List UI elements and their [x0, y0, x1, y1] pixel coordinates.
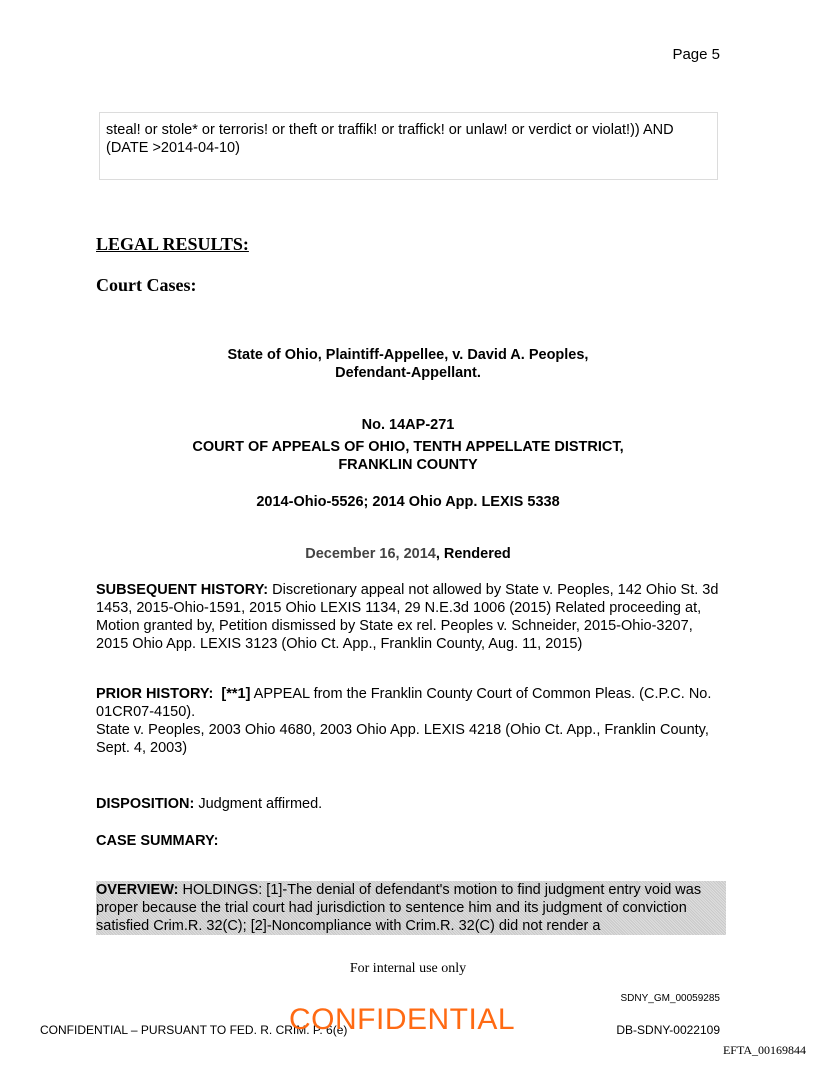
decision-date: [96, 545, 720, 563]
prior-history-label: PRIOR HISTORY:: [96, 686, 214, 702]
search-query-box: [99, 112, 718, 180]
court-name-line-2: FRANKLIN COUNTY: [338, 457, 478, 473]
bates-number-right: DB-SDNY-0022109: [616, 1023, 720, 1037]
subsequent-history-label: SUBSEQUENT HISTORY:: [96, 582, 269, 598]
docket-number: No. 14AP-271: [361, 417, 455, 433]
prior-history: [96, 685, 726, 757]
prior-history-text-1: APPEAL from the Franklin County Court of Common Pleas. (C.P.C. No. 01CR07-4150).: [96, 686, 712, 720]
case-summary-heading: CASE SUMMARY:: [96, 833, 219, 849]
disposition-text: Judgment affirmed.: [194, 796, 323, 812]
prior-history-text-2: State v. Peoples, 2003 Ohio 4680, 2003 Ohio App. LEXIS 4218 (Ohio Ct. App., Franklin County, Sept. 4, 2003): [96, 722, 709, 756]
subsequent-history-text: Discretionary appeal not allowed by State v. Peoples, 142 Ohio St. 3d 1453, 2015-Ohio-1591, 2015 Ohio LEXIS 1134, 29 N.E.3d 1006 (2015) Related proceeding at, Motion granted by, Petition dismissed by State ex rel. Peoples v. Schneider, 2015-Ohio-3207, 2015 Ohio App. LEXIS 3123 (Ohio Ct. App., Franklin County, Aug. 11, 2015): [96, 582, 719, 652]
court-name-line-1: COURT OF APPEALS OF OHIO, TENTH APPELLATE DISTRICT,: [192, 439, 624, 455]
legal-results-heading: LEGAL RESULTS:: [96, 234, 249, 254]
case-title-line-2: Defendant-Appellant.: [335, 365, 481, 381]
court-cases-heading: Court Cases:: [96, 275, 197, 295]
case-title: [96, 346, 720, 382]
decision-date-value: December 16, 2014: [305, 546, 436, 562]
decision-date-suffix: , Rendered: [435, 546, 511, 562]
disposition: [96, 795, 726, 813]
page-number: Page 5: [672, 46, 720, 63]
subsequent-history: [96, 581, 726, 653]
efta-number: EFTA_00169844: [722, 1043, 806, 1057]
confidential-notice: CONFIDENTIAL – PURSUANT TO FED. R. CRIM. P. 6(e): [40, 1023, 348, 1037]
internal-use-note: For internal use only: [349, 961, 467, 976]
bates-number-top: SDNY_GM_00059285: [620, 993, 720, 1004]
overview-label: OVERVIEW:: [96, 882, 179, 898]
confidential-stamp: CONFIDENTIAL: [289, 1003, 516, 1036]
query-line-1: steal! or stole* or terroris! or theft or traffik! or traffick! or unlaw! or verdict or violat!)) AND: [106, 122, 674, 138]
prior-history-marker: [**1]: [221, 686, 251, 702]
overview-paragraph: [96, 881, 726, 935]
disposition-label: DISPOSITION:: [96, 796, 195, 812]
court-name: [96, 438, 720, 474]
case-title-line-1: State of Ohio, Plaintiff-Appellee, v. David A. Peoples,: [227, 347, 589, 363]
overview-text: HOLDINGS: [1]-The denial of defendant's motion to find judgment entry void was proper because the trial court had jurisdiction to sentence him and its judgment of conviction satisfied Crim.R. 32(C); [2]-Noncompliance with Crim.R. 32(C) did not render a: [96, 882, 702, 934]
case-citation: 2014-Ohio-5526; 2014 Ohio App. LEXIS 5338: [256, 494, 560, 510]
query-line-2: (DATE >2014-04-10): [106, 140, 240, 156]
